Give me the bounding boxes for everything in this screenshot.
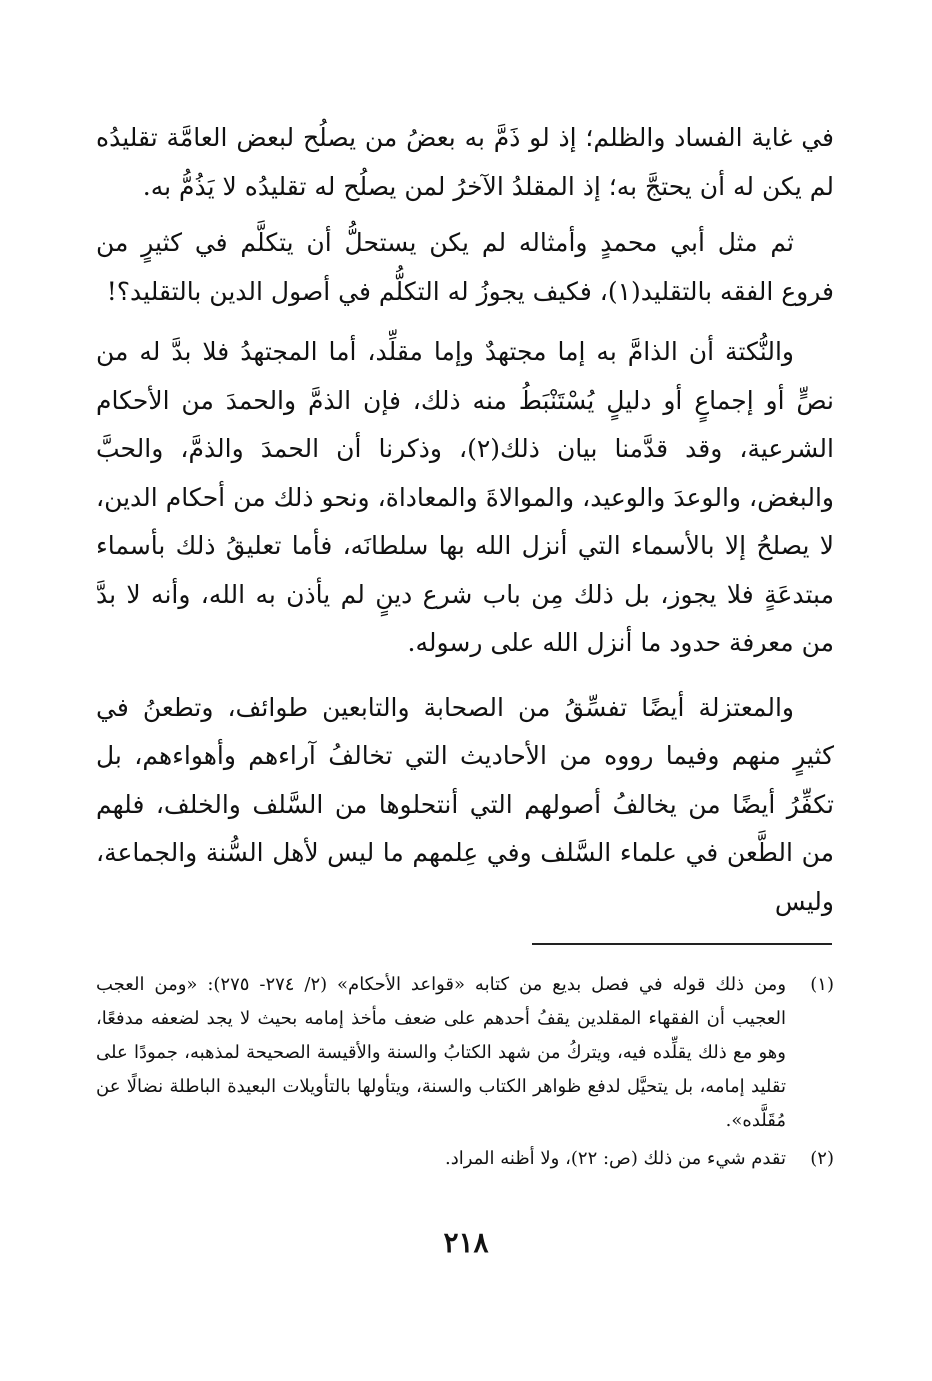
footnote-2 (96, 1142, 834, 1176)
footnote-number: (١) (810, 974, 834, 995)
footnotes (96, 968, 834, 1180)
paragraph-1: في غاية الفساد والظلم؛ إذ لو ذَمَّ به بعضُ من يصلُح لبعض العامَّة تقليدُه لم يكن له أن يحتجَّ به؛ إذ المقلدُ الآخرُ لمن يصلُح له تقليدُه لا يَذُمُّ به. (96, 123, 834, 201)
footnote-text: ومن ذلك قوله في فصل بديع من كتابه «قواعد الأحكام» (٢/ ٢٧٤- ٢٧٥): «ومن العجب العجيب أن الفقهاء المقلدين يقفُ أحدهم على ضعف مأخذ إمامه بحيث لا يجد لضعفه مدفعًا، وهو مع ذلك يقلِّده فيه، ويتركُ من شهد الكتابُ والسنة والأقيسة الصحيحة لمذهبه، جمودًا على تقليد إمامه، بل يتحيَّل لدفع ظواهر الكتاب والسنة، ويتأولها بالتأويلات البعيدة الباطلة نضالًا عن مُقَلَّده». (96, 974, 787, 1131)
paragraph-3: والنُّكتة أن الذامَّ به إما مجتهدٌ وإما مقلِّد، أما المجتهدُ فلا بدَّ له من نصٍّ أو إجماعٍ أو دليلٍ يُسْتَنْبَطُ منه ذلك، فإن الذمَّ والحمدَ من الأحكام الشرعية، وقد قدَّمنا بيان ذلك(٢)، وذكرنا أن الحمدَ والذمَّ، والحبَّ والبغض، والوعدَ والوعيد، والموالاةَ والمعاداة، ونحو ذلك من أحكام الدين، لا يصلحُ إلا بالأسماء التي أنزل الله بها سلطانَه، فأما تعليقُ ذلك بأسماء مبتدعَةٍ فلا يجوز، بل ذلك مِن باب شرع دينٍ لم يأذن به الله، وأنه لا بدَّ من معرفة حدود ما أنزل الله على رسوله. (96, 337, 834, 657)
main-text (96, 114, 834, 926)
footnote-separator (532, 943, 832, 945)
footnote-1 (96, 968, 834, 1138)
page-number: ٢١٨ (443, 1226, 489, 1259)
footnote-text: تقدم شيء من ذلك (ص: ٢٢)، ولا أظنه المراد. (444, 1148, 786, 1169)
footnote-number: (٢) (810, 1148, 834, 1169)
paragraph-4: والمعتزلة أيضًا تفسِّقُ من الصحابة والتابعين طوائف، وتطعنُ في كثيرٍ منهم وفيما رووه من الأحاديث التي تخالفُ آراءهم وأهواءهم، بل تكفِّرُ أيضًا من يخالفُ أصولهم التي أنتحلوها من السَّلف والخلف، فلهم من الطَّعن في علماء السَّلف وفي عِلمهم ما ليس لأهل السُّنة والجماعة، وليس (96, 692, 834, 916)
paragraph-2: ثم مثل أبي محمدٍ وأمثاله لم يكن يستحلُّ أن يتكلَّم في كثيرٍ من فروع الفقه بالتقليد(١)، فكيف يجوزُ له التكلُّم في أصول الدين بالتقليد؟! (96, 228, 834, 306)
